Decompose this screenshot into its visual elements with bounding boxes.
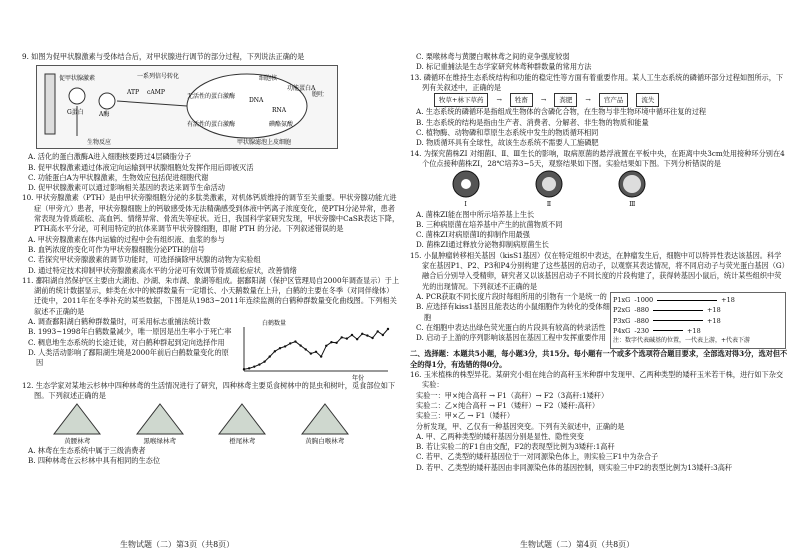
q14-stem: 14. 为探究菌株ZI 对细菌Ⅰ、Ⅱ、Ⅲ生长的影响，取病原菌的悬浮液置在平板中央，在距离中央3cm处用接种环分别在4个位点接种菌株ZI，28℃培养3~5天，观察结果如下图。实验结果如下图。下列分析错误的是 — [410, 148, 785, 168]
fig-label-5: 细胞核 — [259, 75, 278, 83]
bird-name-1: 黄腰林鸢 — [64, 436, 91, 445]
q11-option-b: B. 1993~1998年白鹤数量减少，唯一原因是出生率小于死亡率 — [28, 327, 232, 337]
crane-point — [289, 342, 291, 344]
crane-point — [361, 333, 363, 335]
q15-option-c: C. 在细胞中表达出绿色荧光蛋白的片段具有较高的转录活性 — [416, 322, 606, 332]
q12-trees — [36, 402, 366, 446]
q13-stem: 13. 磷循环在维持生态系统结构和功能的稳定性等方面有着重要作用。某人工生态系统的磷循环部分过程如图所示，下列有关叙述中，正确的是 — [410, 72, 784, 92]
dna-line — [653, 320, 703, 321]
crane-point — [346, 337, 348, 339]
q9-option-c: C. 功能蛋白A为甲状腺激素，生物效应包括促进细胞代谢 — [28, 172, 209, 182]
q16-line-2: 实验二：乙×纯合高秆 → F1（矮秆）→ F2（矮秆:高秆） — [416, 400, 600, 410]
q9-option-a: A. 活化的蛋白激酶A进入细胞核要跨过4层磷脂分子 — [28, 152, 192, 162]
q12-option-a: A. 林鸢在生态系统中属于三级消费者 — [28, 445, 146, 455]
crane-point — [248, 367, 250, 369]
crane-point — [320, 355, 322, 357]
plate-1 — [451, 169, 481, 209]
row-name: P4xG — [613, 326, 631, 335]
fig-label-15: 功能蛋白A — [287, 85, 316, 93]
crane-point — [299, 344, 301, 346]
q16-option-c: C. 若甲、乙类型的矮秆基因位于一对同源染色体上，则实验三F1中为杂合子 — [416, 452, 659, 462]
flow-box-product: 官产品 — [599, 93, 629, 107]
plate-2 — [534, 169, 564, 209]
q10-option-c: C. 若探究甲状旁腺激素的调节功能时，可选择摘除甲状腺的动物为实验组 — [28, 255, 261, 265]
flow-box-livestock: 牲畜 — [510, 93, 533, 107]
arrow-icon: → — [585, 96, 591, 105]
arrow-line-1 — [117, 101, 187, 106]
fig-label-1: G蛋白 — [67, 109, 84, 117]
q12-stem: 12. 生态学家对某地云杉林中四种林鸢的生活情况进行了研究，四种林鸢主要觅食树林中的昆虫和树叶，觅食部位如下图。下列叙述正确的是 — [22, 381, 396, 401]
arrow-icon: → — [496, 96, 502, 105]
row-start: -1000 — [634, 295, 654, 304]
fig-label-6: 无活性的蛋白激酶 — [187, 93, 236, 101]
crane-point — [377, 330, 379, 332]
crane-point — [325, 345, 327, 347]
g-protein-shape — [69, 88, 85, 104]
flow-box-manure: 粪肥 — [554, 93, 577, 107]
dna-line — [653, 310, 703, 311]
q10-option-b: B. 血钙浓度的变化可作为甲状旁腺细胞分泌PTH的信号 — [28, 244, 205, 254]
fig-label-3: ATP — [127, 89, 140, 97]
crane-point — [258, 363, 260, 365]
q16-option-d: D. 若甲、乙类型的矮秆基因由非同源染色体的基因控制，则实验三中F2的表型比例为13矮秆:3高秆 — [416, 462, 733, 472]
fig-label-13: 碘酪氨酸 — [269, 121, 294, 129]
tree-1 — [52, 402, 102, 446]
row-end: +18 — [721, 295, 735, 304]
q12-option-c: C. 栗喉林鸢与黄腰白喉林鸢之间的竞争强度较弱 — [416, 52, 570, 61]
q11-stem: 11. 鄱阳湖自然保护区主要由大湖池、沙湖、朱市湖、象湖等组成。据鄱阳湖（保护区管理局自2000年调查显示）于上湖前的统计数据显示，蚌类在水中的候群数量有一定增长、小天鹅数量在上升，白鹤的主要在冬季（对同伴缘体）迁徙中，2011年在冬季补充的某些数据，下图是从1983~2011年连续监测的白鹤种群数量变化曲线图。下列相关叙述不正确的是 — [22, 275, 400, 316]
crane-population-chart — [232, 317, 392, 381]
membrane-bar — [45, 74, 55, 134]
fig-label-14: 胞吐 — [312, 91, 325, 99]
fig-label-11: 一系列信号转化 — [137, 73, 180, 81]
q14-option-b: B. 三种病原菌在培养基中产生的抗菌物质不同 — [416, 219, 563, 229]
left-footer: 生物试题（二）第3页（共8页） — [120, 540, 235, 549]
q11-options — [22, 317, 232, 381]
q12-option-b: B. 四种林鸢在云杉林中具有相同的生态位 — [28, 456, 161, 466]
crane-point — [274, 350, 276, 352]
q15-option-a: A. PCR获取不同长度片段时每组所用的引物有一个是统一的 — [416, 291, 607, 301]
row-name: P2xG — [613, 306, 631, 315]
promoter-row-2 — [613, 305, 783, 315]
tree-3 — [217, 402, 267, 446]
bird-name-3: 橙尾林鸢 — [229, 436, 256, 445]
thyroid-signal-diagram — [37, 66, 337, 148]
fig-label-8: 生物反应 — [87, 139, 112, 147]
crane-points — [243, 328, 389, 371]
plate-label-3: Ⅲ — [629, 200, 636, 209]
q11-option-d: D. 人类活动影响了鄱阳湖生境是2000年前后白鹤数量变化的原因 — [28, 347, 229, 368]
crane-point — [284, 345, 286, 347]
q11-option-c: C. 稠息地生态系统的长途迁徙，对白鹤种群起到定向选择作用 — [28, 337, 225, 347]
colony-icon — [461, 179, 471, 189]
fig-label-0: 促甲状腺激素 — [59, 75, 96, 83]
chart-xlabel: 年份 — [352, 375, 365, 382]
crane-point — [330, 341, 332, 343]
crane-point — [351, 334, 353, 336]
q15-option-b: B. 应选择有kiss1基因且能表达的小鼠细胞作为转化的受体细胞 — [416, 302, 610, 322]
plate-3 — [617, 169, 647, 209]
flow-box-grass: 牧草+林下草药 — [434, 93, 488, 107]
q14-option-c: C. 菌株ZI对病原菌Ⅰ的抑制作用最强 — [416, 230, 530, 240]
fig-label-2: A酶 — [99, 111, 110, 119]
q14-option-a: A. 菌株ZI能在图中所示培养基上生长 — [416, 209, 535, 219]
crane-point — [382, 334, 384, 336]
cell-nucleus-shape — [187, 74, 307, 138]
q13-option-d: D. 物质循环具有全球性，故该生态系统不需要人工施磷肥 — [416, 138, 599, 148]
crane-point — [294, 340, 296, 342]
chart-title: 白鹤数量 — [262, 320, 287, 328]
bird-name-2: 黑喉绿林鸢 — [143, 436, 176, 445]
section-2-heading: 二、选择题：本题共5小题，每小题3分，共15分。每小题有一个或多个选项符合题目要求，全部选对得3分，选对但不全的得1分，有选错的得0分。 — [410, 349, 788, 369]
tree-icon — [302, 404, 348, 434]
row-start: -880 — [634, 306, 649, 315]
bird-name-4: 黄胸白喉林鸢 — [305, 436, 345, 445]
tree-icon — [219, 404, 265, 434]
row-name: P3xG — [613, 316, 631, 325]
fig-label-12: 甲状腺滤泡上皮细胞 — [237, 139, 292, 147]
q10-stem: 10. 甲状旁腺激素（PTH）是由甲状旁腺细胞分泌的多肽类激素，对机体钙质维持的调节至关重要。甲状旁腺功能亢进症（甲旁亢）患者，甲状旁腺细胞上的钙敏感受体无法精确感受到体液中钙离子浓度变化，使PTH分泌异常，患者常表现为骨质疏松、高血钙、情绪异常、骨流失等症状。近日，我国科学家研究发现，甲状旁腺中CaSR表达下降，PTH高水平分泌，可利用特定的抗体来调节甲状旁腺细胞，即耐 PTH 的分泌。下列叙述错误的是 — [22, 193, 400, 234]
plate-label-2: Ⅱ — [546, 200, 552, 209]
q14-option-d: D. 菌株ZI通过释放分泌物抑制病原菌生长 — [416, 240, 549, 250]
q11-block — [22, 317, 400, 381]
crane-point — [253, 366, 255, 368]
colony-icon — [623, 175, 641, 193]
q16-line-4: 分析发现，甲、乙仅有一种基因突变。下列有关叙述中，正确的是 — [416, 421, 625, 431]
fig-label-10: DNA — [249, 97, 264, 105]
q16-line-3: 实验三：甲×乙 → F1（矮秆） — [416, 411, 515, 421]
colony-icon — [542, 177, 556, 191]
q15-options — [410, 292, 610, 349]
q15-option-d: D. 启动子上游的序列影响该基因在基因工程中发挥重要作用 — [416, 333, 606, 343]
q13-option-c: C. 植物酶、动物磷和草原生态系统中发生的物质循环相同 — [416, 128, 599, 138]
q15-legend: 注：数字代表碱基的位置，一代表上游，+代表下游 — [613, 337, 751, 345]
q14-plates — [424, 169, 674, 209]
crane-point — [243, 368, 245, 370]
crane-point — [335, 342, 337, 344]
flow-box-loss: 流失 — [636, 93, 659, 107]
crane-point — [305, 348, 307, 350]
row-start: -230 — [634, 326, 649, 335]
row-name: P1xG — [613, 295, 631, 304]
dna-line — [653, 330, 683, 331]
crane-point — [356, 338, 358, 340]
q16-option-a: A. 甲、乙两种类型的矮秆基因分别是显性、隐性突变 — [416, 431, 584, 441]
crane-point — [387, 328, 389, 330]
crane-point — [279, 347, 281, 349]
q15-block — [410, 292, 788, 349]
arrow-icon: → — [540, 96, 547, 105]
crane-point — [315, 351, 317, 353]
plate-label-1: Ⅰ — [464, 200, 467, 209]
q10-option-a: A. 甲状旁腺激素在体内运输的过程中会有组织液、血浆的参与 — [28, 234, 225, 244]
a-enzyme-shape — [99, 93, 115, 109]
q15-stem: 15. 小鼠肿瘤转移相关基因（kisS1基因）仅在特定组织中表达，在肿瘤发生后，细胞中可以特异性表达该基因。科学家在基因P1、P2、P3和P4分别构建了这些基因的启动子，以观察其表达情况，将不同启动子与荧光蛋白基因（G）融合后分别导入受精卵，研究者又以该基因启动子不同长度的片段构建了，获得转基因小鼠后，统计某些组织中荧光的出现情况。下列叙述不正确的是 — [410, 250, 786, 291]
crane-point — [263, 360, 265, 362]
fig-label-4: cAMP — [147, 89, 165, 97]
crane-point — [371, 337, 373, 339]
right-footer: 生物试题（二）第4页（共8页） — [520, 540, 635, 549]
row-start: -880 — [634, 316, 649, 325]
q9-option-b: B. 促甲状腺激素通过体液定向运输到甲状腺细胞处发挥作用后即被灭活 — [28, 162, 254, 172]
crane-point — [269, 355, 271, 357]
fig-label-9: RNA — [272, 107, 287, 115]
q9-stem: 9. 如图为促甲状腺激素与受体结合后，对甲状腺进行调节的部分过程，下列说法正确的是 — [22, 52, 305, 61]
tree-2 — [135, 402, 185, 446]
row-end: +18 — [706, 316, 721, 325]
q16-line-1: 实验一：甲×纯合高秆 → F1（高秆）→ F2（3高秆:1矮秆） — [416, 390, 609, 400]
tree-icon — [54, 404, 100, 434]
tree-4 — [300, 402, 350, 446]
left-column — [22, 52, 400, 467]
q13-option-a: A. 生态系统的磷循环是指组成生物体的含磷化合物，在生物与非生物环境中循环往复的过程 — [416, 107, 707, 117]
crane-point — [310, 352, 312, 354]
q16-option-b: B. 若让实验二的F1自由交配，F2的表现型比例为3矮秆:1高秆 — [416, 442, 615, 452]
q15-figure — [610, 292, 786, 349]
crane-point — [366, 334, 368, 336]
promoter-row-3 — [613, 316, 783, 326]
q13-option-b: B. 生态系统的结构是指由生产者、消费者、分解者、非生物的物质和能量 — [416, 117, 649, 127]
crane-point — [341, 336, 343, 338]
row-end: +18 — [686, 326, 701, 335]
q9-figure — [36, 65, 338, 149]
right-column — [410, 52, 788, 473]
q11-option-a: A. 调查鄱阳湖白鹤种群数量时，可采用标志重捕法统计数 — [28, 317, 211, 327]
promoter-row-4 — [613, 326, 783, 336]
q10-option-d: D. 通过特定技术抑制甲状旁腺激素高水平的分泌可有效调节骨质疏松症状，改善情绪 — [28, 265, 297, 275]
row-end: +18 — [706, 306, 721, 315]
q9-option-d: D. 促甲状腺激素可以通过影响相关基因的表达来调节生命活动 — [28, 183, 225, 193]
tree-icon — [137, 404, 183, 434]
fig-label-7: 有活性的蛋白激酶 — [187, 121, 236, 129]
promoter-row-1 — [613, 295, 783, 305]
q13-flow-diagram — [434, 93, 788, 107]
q16-stem: 16. 玉米植株的株型异花。某研究小组在纯合的高秆玉米种群中发现甲、乙两种类型的矮秆玉米若干株，进行如下杂交实验： — [410, 370, 784, 390]
q12-option-d: D. 标记重捕法是生态学家研究林鸢种群数量的常用方法 — [416, 62, 592, 72]
dna-line — [657, 300, 717, 301]
